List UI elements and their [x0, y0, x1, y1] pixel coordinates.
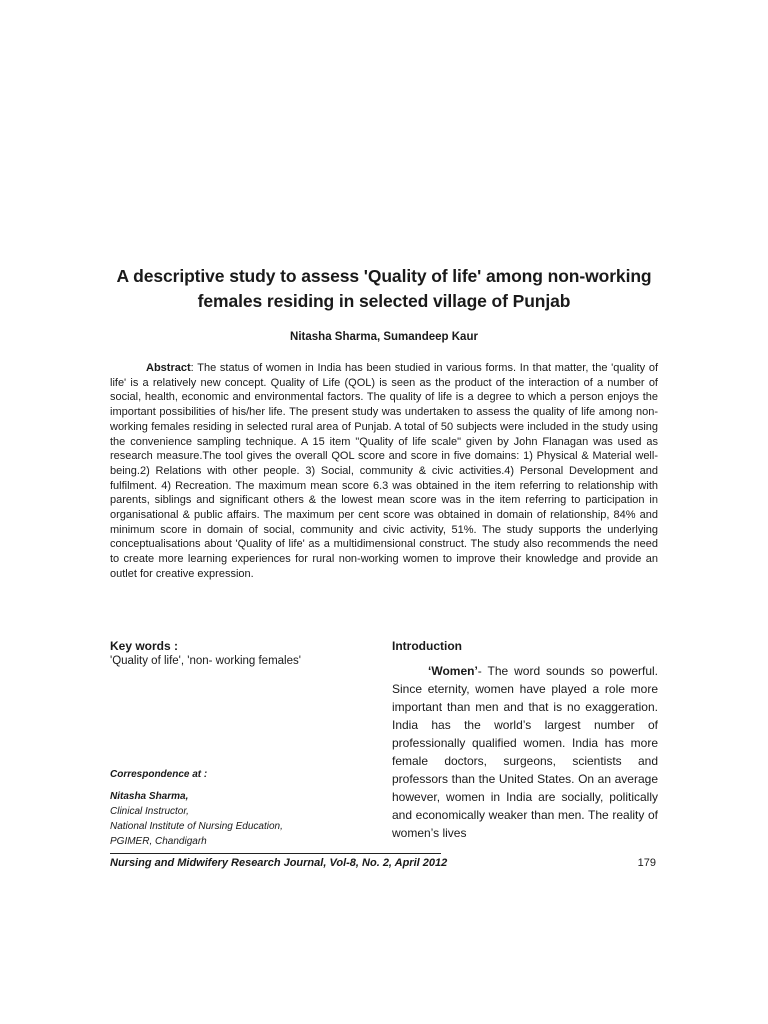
page-number: 179 — [637, 857, 656, 869]
keywords-heading: Key words : — [110, 639, 179, 653]
correspondence-section — [110, 767, 370, 849]
introduction-heading: Introduction — [392, 639, 462, 653]
article-authors: Nitasha Sharma, Sumandeep Kaur — [290, 331, 478, 343]
introduction-section — [392, 639, 658, 842]
introduction-text: - The word sounds so powerful. Since eternity, women have played a role more important than men and that is no exaggeration. India has the world’s largest number of professionally qualified women. India has more female doctors, surgeons, scientists and professors than the United States. On an average however, women in India are socially, politically and economically weaker than men. The reality of women’s lives — [392, 664, 658, 840]
correspondence-heading: Correspondence at : — [110, 769, 208, 780]
introduction-lead: ‘Women’ — [428, 664, 478, 678]
abstract-paragraph — [110, 361, 658, 582]
article-title: A descriptive study to assess 'Quality of life' among non-working females residing in selected village of Punjab — [116, 266, 652, 311]
keywords-text: 'Quality of life', 'non- working females' — [110, 655, 301, 667]
abstract-label: Abstract — [146, 362, 191, 374]
correspondence-line: Clinical Instructor, — [110, 806, 189, 817]
correspondence-name: Nitasha Sharma, — [110, 791, 189, 802]
introduction-paragraph — [392, 662, 658, 842]
correspondence-line: National Institute of Nursing Education, — [110, 821, 283, 832]
footer-journal: Nursing and Midwifery Research Journal, Vol-8, No. 2, April 2012 — [110, 857, 448, 869]
abstract-text: : The status of women in India has been studied in various forms. In that matter, the 'quality of life' is a relatively new concept. Quality of Life (QOL) is seen as the product of the interaction of a number of social, health, economic and environmental factors. The quality of life is a degree to which a person enjoys the important possibilities of his/her life. The present study was undertaken to assess the quality of life among non-working females residing in selected rural area of Punjab. A total of 50 subjects were included in the study using the convenience sampling technique. A 15 item "Quality of life scale" given by John Flanagan was used as research measure.The tool gives the overall QOL score and score in five domains: 1) Physical & Material well-being.2) Relations with other people. 3) Social, community & civic activities.4) Personal Development and fulfilment. 4) Recreation. The maximum mean score 6.3 was obtained in the item referring to relationship with parents, siblings and significant others & the lowest mean score was in the item referring to participation in organisational & public affairs. The maximum per cent score was obtained in domain of relationship, 84% and minimum score in domain of social, community and civic activity, 51%. The study supports the underlying conceptualisations about 'Quality of life' as a multidimensional construct. The study also recommends the need to create more learning experiences for rural non-working women to improve their knowledge and provide an outlet for creative expression. — [110, 362, 658, 580]
correspondence-line: PGIMER, Chandigarh — [110, 836, 207, 847]
footer-divider — [110, 853, 441, 854]
keywords-section — [110, 639, 370, 667]
